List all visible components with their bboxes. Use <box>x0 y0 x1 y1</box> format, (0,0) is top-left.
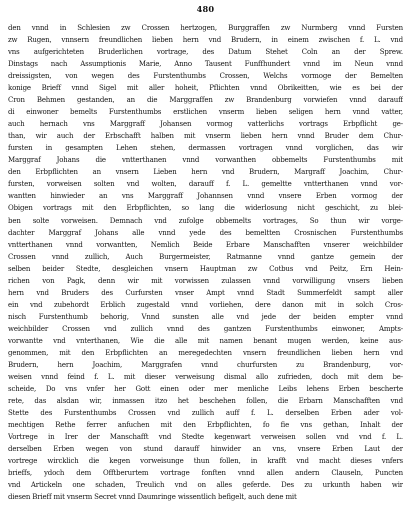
text-line: fursten, vorweisen solten vnd wolten, darauff f. L. gemeltte vntterthanen vnnd vor- <box>8 180 403 189</box>
text-line: Crossen vnnd zullich, Auch Burgermeister, Ratmanne vnnd gantze gemein der <box>8 252 403 261</box>
text-line: den Erbpflichten an vnsern Lieben hern vnd Brudern, Margraff Joachim, Chur- <box>8 168 403 177</box>
text-line: diesen Brieff mit vnserm Secret vnnd Daumringe wissentlich befigelt, auch dene mit <box>8 493 297 502</box>
text-line: ben solte vorweisen. Demnach vnd zufolge obbemelts vortrages, So thun wir vorge- <box>8 216 403 225</box>
text-line: mechtigen Rethe ferrer anfuchen mit den Erbpflichten, fo fie vns gethan, Inhalt der <box>8 421 403 430</box>
text-line: weichbilder Crossen vnd zullich vnnd des gantzen Furstenthumbs einwoner, Ampts- <box>8 324 403 333</box>
text-line: Stette des Furstenthumbs Crossen vnd zullich auff f. L. derselben Erben ader vol- <box>8 409 403 417</box>
text-line: wantten hinwieder an vns Marggraff Johannsen vnnd vnsere Erben vormog der <box>8 192 403 201</box>
text-line: Brudern, hern Joachim, Marggrafen vnnd churfursten zu Brandenburg, vor- <box>8 360 403 369</box>
text-line: Cron Behmen gestanden, an die Marggraffen zw Brandenburg vorwiefen vnnd darauff <box>8 96 403 105</box>
text-line: than, wir auch der Erbschafft halben mit vnserm lieben hern vnnd Bruder dem Chur- <box>8 132 403 141</box>
text-line: di einwoner bemelts Furstenthumbs erstlichen vnserm lieben seligen hern vnnd vatter, <box>8 108 403 117</box>
text-line: dachter Marggraf Johans alle vnnd yede des bemeltten Crosnischen Furstenthumbs <box>8 228 403 237</box>
text-line: brieffs, ydoch dem Offtberurtem vortrage fonften vnnd allen andern Clauseln, Puncten <box>8 469 403 478</box>
text-line: selben beider Stedte, desgleichen vnsern Hauptman zw Cotbus vnd Peitz, Ern Hein- <box>8 264 403 273</box>
text-line: Marggraf Johans die vntterthanen vnnd vorwanthen obbemelts Furstenthumbs mit <box>8 156 403 165</box>
text-line: hern vnd Bruders des Curfursten vnser Ampt vnnd Stadt Summerfeldt sampt aller <box>8 288 403 297</box>
document-body <box>8 22 403 503</box>
text-line: auch hernach vns Marggraff Johansen vormog vatterlichs vortrags Erbpflicht ge- <box>8 120 403 129</box>
text-line: Dinstags nach Assumptionis Marie, Anno Tausent Funffhundert vnnd im Neun vnnd <box>8 60 403 69</box>
text-line: derselben Erben wegen von stund darauff hinwider an vns, vnsere Erben Laut der <box>8 445 403 454</box>
page-number: 480 <box>196 4 215 14</box>
text-line: zw Rugen, vnnsern freundlichen lieben hern vnd Brudern, in einem zwischen f. L. vnd <box>8 36 403 45</box>
text-line: scheide, Do vns vnfer her Gott einen oder mer menliche Leibs lehens Erben bescherte <box>8 384 403 393</box>
text-line: vortrege wircklich die kegen vorweisunge thun follen, in krafft vnd macht dieses vnfers <box>8 457 403 466</box>
text-line: ein vnd zubehordt Erblich zugestald vnnd vorliehen, dere danon mit in solch Cros- <box>8 300 403 309</box>
text-line: nisch Furstenthumb behorig, Vnnd sunsten alle vnd jede der beiden empter vnnd <box>8 312 403 321</box>
text-line: fursten in gesampten Lehen stehen, dermassen vortragen vnnd vorglichen, das wir <box>8 144 403 153</box>
text-line: vorwantte vnd vnterthanen, Wie die alle mit namen benant mugen werden, keine aus- <box>8 336 403 345</box>
text-line: konige Brieff vnnd Sigel mit aller hoheit, Pflichten vnnd Obrikeitten, wie es bei der <box>8 84 403 93</box>
text-line: vnd Artickeln one schaden, Treulich vnd on alles geferde. Des zu urkunth haben wir <box>8 481 403 490</box>
text-line: weisen vnnd feind f. L. mit dieser verweisung dismal allo zufrieden, doch mit dem be- <box>8 372 403 381</box>
text-line: Obigen vortrags mit den Erbpflichten, so lang die widerlosung nicht geschicht, zu blei- <box>8 204 403 213</box>
text-line: vns aufgerichteten Bruderlichen vortrage, des Datum Stehet Coln an der Sprew. <box>8 48 403 57</box>
text-line: den vnnd in Schlesien zw Crossen hertzogen, Burggraffen zw Nurmberg vnnd Fursten <box>8 24 403 32</box>
text-line: rete, das alsdan wir, inmassen itzo het beschehen follen, die Erbarn Manschafften vnd <box>8 396 403 405</box>
text-line: richen von Pagk, denn wir mit vorwissen zulassen vnnd vorwilligung vnsers lieben <box>8 276 403 285</box>
text-line: genommen, mit den Erbpflichten an meregedechten vnsern freundlichen lieben hern vnd <box>8 348 403 357</box>
text-line: Vortrege in Irer der Manschafft vnd Stedte kegenwart verweisen sollen vnd vnd f. L. <box>8 433 403 442</box>
text-line: dreissigsten, von wegen des Furstenthumbs Crossen, Welchs vormoge der Bemelten <box>8 72 403 81</box>
text-line: vntterthanen vnnd vorwantten, Nemlich Beide Erbare Manschafften vnserer weichbilder <box>8 240 403 249</box>
